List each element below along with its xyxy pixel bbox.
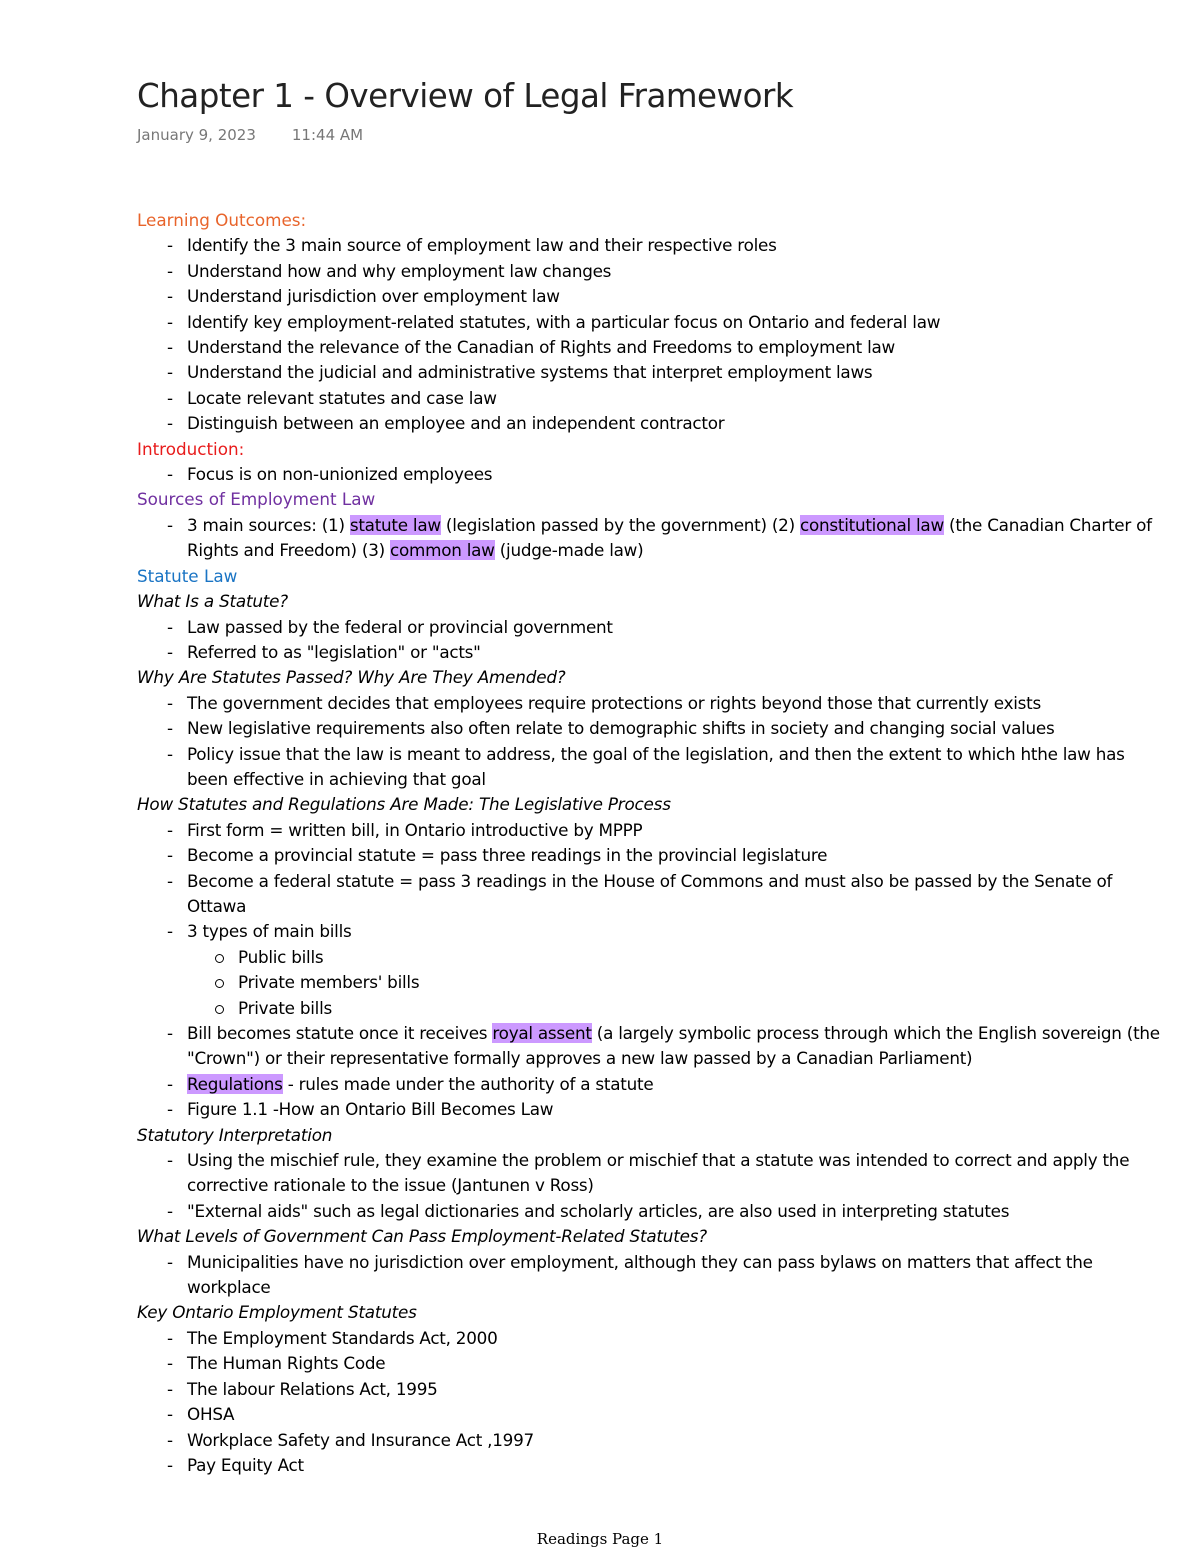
sub-list-item: Private members' bills [137, 970, 1197, 995]
list-item: - 3 types of main bills [137, 919, 1197, 944]
list-item: - The government decides that employees require protections or rights beyond those that currently exists [137, 691, 1197, 716]
list-item [137, 1072, 1197, 1097]
highlight-common-law: common law [390, 540, 495, 561]
list-item: - Identify the 3 main source of employment law and their respective roles [137, 233, 1197, 258]
list-item: - Become a provincial statute = pass three readings in the provincial legislature [137, 843, 1197, 868]
subheading: Why Are Statutes Passed? Why Are They Amended? [137, 667, 566, 688]
list-item: - "External aids" such as legal dictionaries and scholarly articles, are also used in interpreting statutes [137, 1199, 1197, 1224]
note-body [137, 208, 1197, 1478]
sub-list-item: Public bills [137, 945, 1197, 970]
list-item: - The Employment Standards Act, 2000 [137, 1326, 1197, 1351]
list-item: - Understand the judicial and administrative systems that interpret employment laws [137, 360, 1197, 385]
subheading: What Is a Statute? [137, 591, 289, 612]
list-item: - Law passed by the federal or provincial government [137, 615, 1197, 640]
learning-outcomes-heading: Learning Outcomes: [137, 210, 307, 230]
text-segment: (judge-made law) [494, 540, 644, 561]
text-segment: (a largely symbolic process through which the English sovereign (the "Crown") or their representative formally approves a new law passed by a Canadian Parliament) [187, 1023, 1160, 1069]
highlight-constitutional-law: constitutional law [800, 514, 944, 535]
page-title: Chapter 1 - Overview of Legal Framework [137, 77, 794, 115]
sources-heading: Sources of Employment Law [137, 489, 376, 510]
list-item: - Become a federal statute = pass 3 readings in the House of Commons and must also be passed by the Senate of Ottawa [137, 869, 1197, 920]
list-item: - Identify key employment-related statutes, with a particular focus on Ontario and federal law [137, 310, 1197, 335]
highlight-statute-law: statute law [349, 514, 441, 535]
list-item: - Understand how and why employment law changes [137, 259, 1197, 284]
text-segment: Bill becomes statute once it receives [187, 1023, 493, 1043]
page-footer: Readings Page 1 [536, 1530, 664, 1548]
subheading: Statutory Interpretation [137, 1124, 333, 1145]
list-item: - The Human Rights Code [137, 1351, 1197, 1376]
list-item [137, 513, 1197, 564]
list-item: - Using the mischief rule, they examine the problem or mischief that a statute was intended to correct and apply the corrective rationale to the issue (Jantunen v Ross) [137, 1148, 1200, 1199]
sub-list-item: Private bills [137, 996, 1197, 1021]
subheading: What Levels of Government Can Pass Employment-Related Statutes? [137, 1226, 707, 1247]
highlight-regulations: Regulations [187, 1073, 283, 1094]
statute-law-heading: Statute Law [137, 565, 238, 586]
page-date: January 9, 2023 [137, 126, 256, 144]
subheading: How Statutes and Regulations Are Made: The Legislative Process [137, 794, 671, 815]
list-item: - Focus is on non-unionized employees [137, 462, 1197, 487]
list-item: - New legislative requirements also often relate to demographic shifts in society and changing social values [137, 716, 1197, 741]
text-segment: (the Canadian Charter of Rights and Freedom) (3) [187, 514, 1152, 561]
list-item: - First form = written bill, in Ontario introductive by MPPP [137, 818, 1197, 843]
list-item: - Locate relevant statutes and case law [137, 386, 1197, 411]
list-item: - Pay Equity Act [137, 1453, 1197, 1478]
list-item: - Understand the relevance of the Canadian of Rights and Freedoms to employment law [137, 335, 1197, 360]
page-meta [137, 124, 363, 146]
list-item: - OHSA [137, 1402, 1197, 1427]
list-item: - The labour Relations Act, 1995 [137, 1377, 1197, 1402]
list-item: - Figure 1.1 -How an Ontario Bill Becomes Law [137, 1097, 1197, 1122]
list-item: - Understand jurisdiction over employment law [137, 284, 1197, 309]
introduction-heading: Introduction: [137, 438, 245, 459]
page-time: 11:44 AM [291, 126, 364, 144]
list-item: - Referred to as "legislation" or "acts" [137, 640, 1197, 665]
list-item: - Distinguish between an employee and an independent contractor [137, 411, 1197, 436]
subheading: Key Ontario Employment Statutes [137, 1302, 417, 1323]
text-segment: - rules made under the authority of a statute [282, 1073, 654, 1094]
text-segment: 3 main sources: (1) [187, 514, 350, 535]
list-item: - Policy issue that the law is meant to address, the goal of the legislation, and then the extent to which hthe law has been effective in achieving that goal [137, 742, 1197, 793]
text-segment: (legislation passed by the government) (2) [440, 514, 800, 535]
highlight-royal-assent: royal assent [492, 1023, 592, 1043]
list-item: - Municipalities have no jurisdiction over employment, although they can pass bylaws on matters that affect the workplace [137, 1250, 1197, 1301]
list-item [137, 1021, 1200, 1072]
list-item: - Workplace Safety and Insurance Act ,1997 [137, 1428, 1197, 1453]
